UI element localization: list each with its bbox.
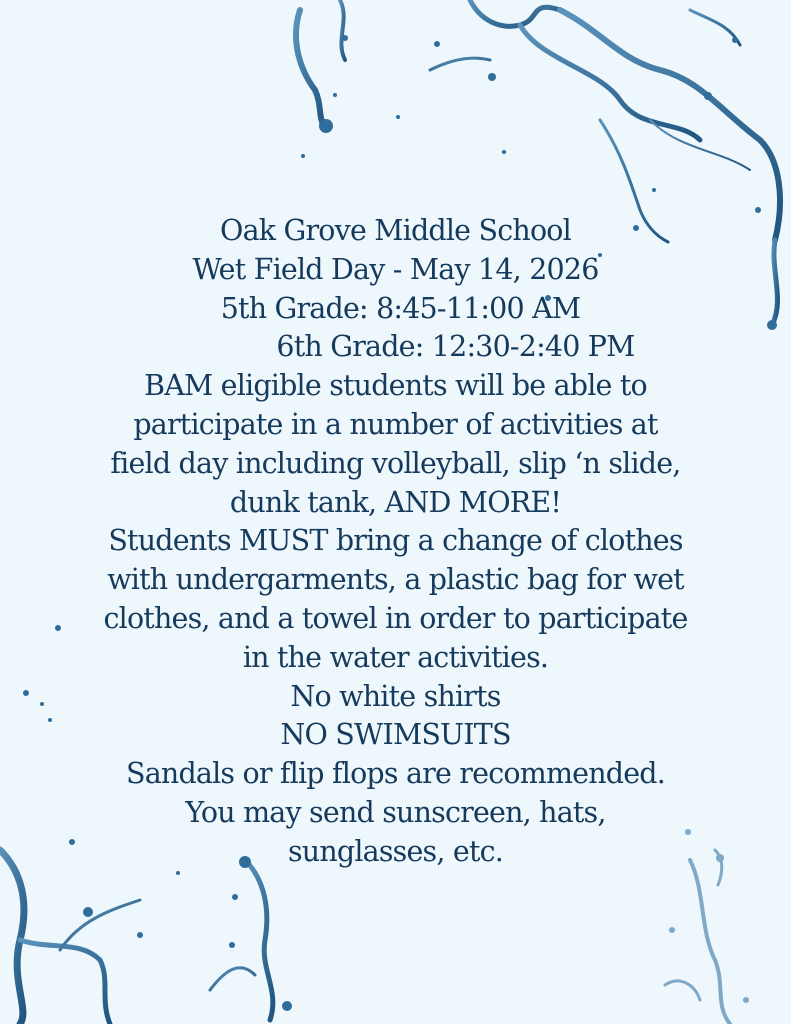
grade6-schedule: 6th Grade: 12:30-2:40 PM (276, 330, 635, 364)
activities-line: field day including volleyball, slip ‘n slide, (110, 446, 681, 480)
no-swimsuits-note: NO SWIMSUITS (280, 718, 511, 752)
activities-line: participate in a number of activities at (133, 407, 658, 441)
footwear-note: Sandals or flip flops are recommended. (125, 757, 666, 791)
requirements-line: clothes, and a towel in order to participate (103, 601, 688, 635)
flyer-text (30, 212, 761, 872)
sunscreen-line: sunglasses, etc. (287, 834, 504, 868)
requirements-line: in the water activities. (242, 640, 549, 674)
activities-line: dunk tank, AND MORE! (229, 485, 562, 519)
sunscreen-line: You may send sunscreen, hats, (185, 795, 606, 829)
school-name: Oak Grove Middle School (220, 214, 571, 247)
grade5-schedule: 5th Grade: 8:45-11:00 AM (220, 291, 581, 325)
no-white-shirts-note: No white shirts (290, 679, 501, 713)
water-splash-bottom-right (665, 850, 730, 1024)
requirements-line: with undergarments, a plastic bag for wet (107, 563, 684, 597)
requirements-line: Students MUST bring a change of clothes (108, 524, 683, 558)
event-date-line: Wet Field Day - May 14, 2026 (192, 252, 599, 286)
activities-line: BAM eligible students will be able to (144, 369, 647, 403)
water-splash-bottom-left (0, 850, 273, 1024)
